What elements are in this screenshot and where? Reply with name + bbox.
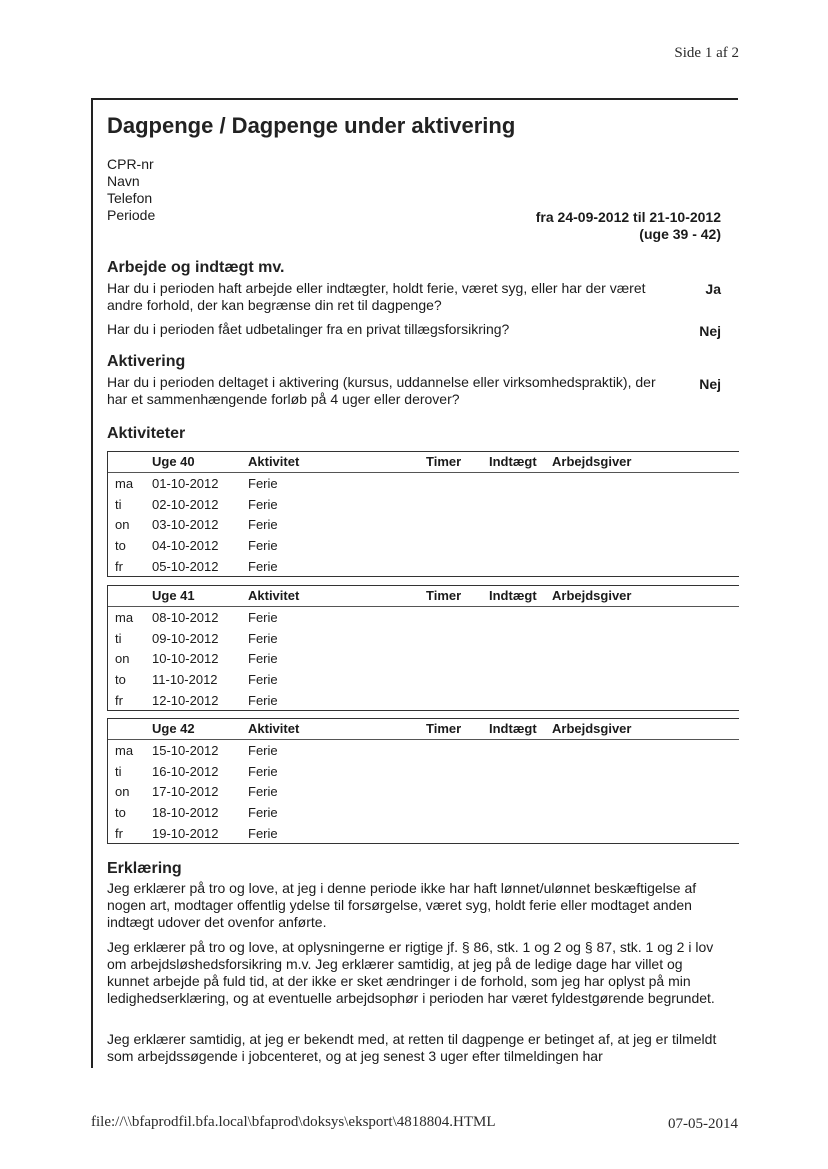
table-row [108,648,739,669]
declaration-heading: Erklæring [107,860,182,877]
table-row [108,514,739,535]
frame-left-rule [91,98,93,1068]
date-cell: 12-10-2012 [152,692,219,708]
day-cell: ma [115,476,134,491]
work-answer-1: Ja [705,281,721,297]
activity-cell: Ferie [248,805,278,821]
col-income: Indtægt [489,454,537,469]
table-row [108,607,739,628]
activity-cell: Ferie [248,825,278,841]
col-income: Indtægt [489,588,537,603]
date-cell: 09-10-2012 [152,630,219,646]
activity-cell: Ferie [248,784,278,800]
table-row [108,669,739,690]
day-cell: ti [115,763,122,779]
date-cell: 11-10-2012 [152,672,218,688]
week-table [107,718,739,844]
phone-label: Telefon [107,190,153,206]
table-row [108,802,739,823]
date-cell: 02-10-2012 [152,496,219,512]
table-row [108,740,739,761]
period-label: Periode [107,207,156,223]
cpr-label: CPR-nr [107,156,154,172]
week-table [107,451,739,577]
page-title: Dagpenge / Dagpenge under aktivering [107,113,516,138]
date-cell: 01-10-2012 [152,476,219,491]
date-cell: 03-10-2012 [152,517,219,533]
activity-cell: Ferie [248,651,278,667]
table-row [108,473,739,494]
footer-date: 07-05-2014 [668,1116,738,1132]
activity-cell: Ferie [248,558,278,574]
period-weeks: (uge 39 - 42) [639,226,721,242]
work-question-2: Har du i perioden fået udbetalinger fra en privat tillægsforsikring? [107,321,510,337]
date-cell: 05-10-2012 [152,558,219,574]
activities-heading: Aktiviteter [107,425,186,442]
date-cell: 04-10-2012 [152,538,219,554]
activity-cell: Ferie [248,476,278,491]
week-table-header [108,719,739,740]
day-cell: on [115,517,130,533]
day-cell: to [115,672,126,688]
day-cell: ti [115,630,122,646]
col-hours: Timer [426,588,462,603]
activity-cell: Ferie [248,743,278,758]
activity-cell: Ferie [248,630,278,646]
declaration-paragraph-1: Jeg erklærer på tro og love, at jeg i denne periode ikke har haft lønnet/ulønnet beskæftigelse af nogen art, modtager offentlig ydelse til forsørgelse, været syg, holdt ferie eller modtaget anden indtægt udover det ovenfor anførte. [107,880,697,930]
table-row [108,628,739,649]
week-label: Uge 41 [152,588,195,603]
activation-answer: Nej [699,376,721,392]
week-label: Uge 42 [152,721,195,736]
date-cell: 16-10-2012 [152,763,219,779]
period-range: fra 24-09-2012 til 21-10-2012 [535,209,721,225]
date-cell: 19-10-2012 [152,825,219,841]
activity-cell: Ferie [248,763,278,779]
table-row [108,690,739,711]
table-row [108,556,739,577]
table-row [108,761,739,782]
day-cell: ma [115,610,134,625]
day-cell: fr [115,825,123,841]
day-cell: fr [115,692,123,708]
table-row [108,494,739,515]
col-activity: Aktivitet [248,588,300,603]
date-cell: 10-10-2012 [152,651,219,667]
week-table-header [108,452,739,473]
date-cell: 15-10-2012 [152,743,219,758]
activation-heading: Aktivering [107,353,186,370]
date-cell: 17-10-2012 [152,784,219,800]
work-answer-2: Nej [699,323,721,339]
table-row [108,823,739,844]
day-cell: ti [115,496,122,512]
footer-file-path: file://\\bfaprodfil.bfa.local\bfaprod\doksys\eksport\4818804.HTML [91,1114,496,1130]
day-cell: fr [115,558,123,574]
activity-cell: Ferie [248,496,278,512]
col-employer: Arbejdsgiver [552,588,632,603]
declaration-paragraph-3: Jeg erklærer samtidig, at jeg er bekendt med, at retten til dagpenge er betinget af, at jeg er tilmeldt som arbejdssøgende i jobcenteret, og at jeg senest 3 uger efter tilmeldingen har [107,1031,717,1064]
activity-cell: Ferie [248,538,278,554]
work-question-1: Har du i perioden haft arbejde eller indtægter, holdt ferie, været syg, eller har der været andre forhold, der kan begrænse din ret til dagpenge? [107,280,646,313]
table-row [108,781,739,802]
name-label: Navn [107,173,140,189]
frame-top-rule [91,98,738,100]
activity-cell: Ferie [248,517,278,533]
week-table-header [108,586,739,607]
activity-cell: Ferie [248,692,278,708]
col-income: Indtægt [489,721,537,736]
day-cell: on [115,784,130,800]
col-activity: Aktivitet [248,721,300,736]
day-cell: to [115,805,126,821]
work-heading: Arbejde og indtægt mv. [107,259,285,276]
col-hours: Timer [426,454,462,469]
col-employer: Arbejdsgiver [552,721,632,736]
col-activity: Aktivitet [248,454,300,469]
activation-question: Har du i perioden deltaget i aktivering (kursus, uddannelse eller virksomhedspraktik), der har et sammenhængende forløb på 4 uger eller derover? [107,374,656,407]
date-cell: 18-10-2012 [152,805,219,821]
activity-cell: Ferie [248,610,278,625]
col-employer: Arbejdsgiver [552,454,632,469]
page-number: Side 1 af 2 [674,45,739,61]
period-value [536,209,721,243]
day-cell: ma [115,743,134,758]
declaration-paragraph-2: Jeg erklærer på tro og love, at oplysningerne er rigtige jf. § 86, stk. 1 og 2 og § 87, stk. 1 og 2 i lov om arbejdsløshedsforsikring m.v. Jeg erklærer samtidig, at jeg på de ledige dage har villet og kunnet arbejde på fuld tid, at der ikke er sket ændringer i de forhold, som jeg har oplyst på min ledighedserklæring, og at eventuelle arbejdsophør i perioden har været fyldestgørende begrundet. [107,939,715,1006]
date-cell: 08-10-2012 [152,610,219,625]
week-label: Uge 40 [152,454,195,469]
personal-info-labels [107,156,155,224]
activity-cell: Ferie [248,672,278,688]
week-table [107,585,739,711]
day-cell: on [115,651,130,667]
day-cell: to [115,538,126,554]
table-row [108,535,739,556]
col-hours: Timer [426,721,462,736]
